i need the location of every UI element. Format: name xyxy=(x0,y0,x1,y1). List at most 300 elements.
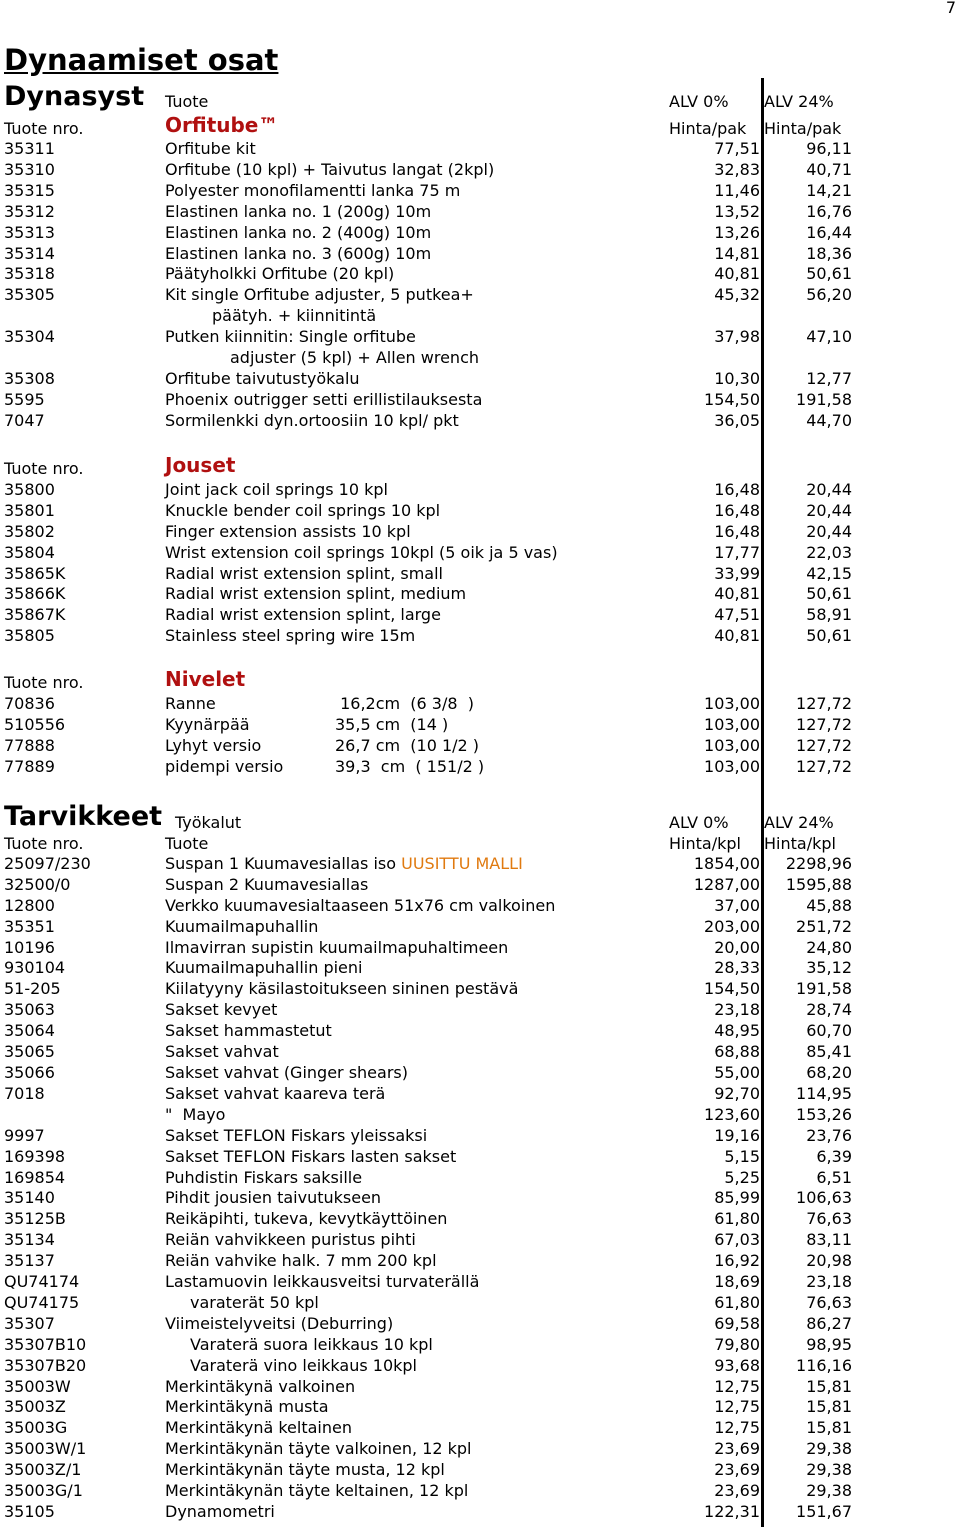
product-size: 26,7 cm (10 1/2 ) xyxy=(335,736,480,755)
product-code: 35304 xyxy=(4,327,55,346)
table-row xyxy=(0,978,960,999)
table-row xyxy=(0,159,960,180)
price-alv0: 36,05 xyxy=(714,411,760,430)
product-description: Polyester monofilamentti lanka 75 m xyxy=(165,181,461,200)
product-code: 35065 xyxy=(4,1042,55,1061)
section-title-dynasyst: Dynasyst xyxy=(4,81,145,112)
product-code: 9997 xyxy=(4,1126,45,1145)
col-alv0-header: ALV 0% xyxy=(669,92,729,111)
product-code: 35003W/1 xyxy=(4,1439,87,1458)
product-code: 35064 xyxy=(4,1021,55,1040)
page-number: 7 xyxy=(945,0,956,17)
group-title-jouset: Jouset xyxy=(165,453,236,477)
table-row xyxy=(0,937,960,958)
price-alv0: 48,95 xyxy=(714,1021,760,1040)
product-code: 169398 xyxy=(4,1147,66,1166)
product-description: Sakset TEFLON Fiskars lasten sakset xyxy=(165,1147,457,1166)
table-row xyxy=(0,1480,960,1501)
product-description: Kuumailmapuhallin pieni xyxy=(165,958,363,977)
price-alv24: 96,11 xyxy=(806,139,852,158)
price-alv24: 47,10 xyxy=(806,327,852,346)
price-alv0: 37,00 xyxy=(714,896,760,915)
price-alv24: 151,67 xyxy=(796,1502,852,1521)
product-code: 35003W xyxy=(4,1377,71,1396)
product-description: Finger extension assists 10 kpl xyxy=(165,522,411,541)
table-row xyxy=(0,263,960,284)
product-description: Radial wrist extension splint, large xyxy=(165,605,441,624)
price-alv0: 12,75 xyxy=(714,1377,760,1396)
product-description: Knuckle bender coil springs 10 kpl xyxy=(165,501,441,520)
product-description: Sakset vahvat (Ginger shears) xyxy=(165,1063,408,1082)
table-row xyxy=(0,138,960,159)
table-row xyxy=(0,410,960,431)
price-alv24: 44,70 xyxy=(806,411,852,430)
table-row xyxy=(0,284,960,305)
product-description: Kyynärpää xyxy=(165,715,250,734)
table-row xyxy=(0,625,960,646)
product-description: " Mayo xyxy=(165,1105,226,1124)
code-header: Tuote nro. xyxy=(4,834,84,853)
subtitle-tyokalut: Työkalut xyxy=(175,813,242,832)
product-description-cont: päätyh. + kiinnitintä xyxy=(212,306,377,325)
price-alv0: 10,30 xyxy=(714,369,760,388)
product-description: Joint jack coil springs 10 kpl xyxy=(165,480,388,499)
price-alv0: 103,00 xyxy=(704,715,760,734)
product-description: Reikäpihti, tukeva, kevytkäyttöinen xyxy=(165,1209,448,1228)
product-description: Elastinen lanka no. 3 (600g) 10m xyxy=(165,244,432,263)
price-alv24: 85,41 xyxy=(806,1042,852,1061)
table-row xyxy=(0,542,960,563)
table-row xyxy=(0,521,960,542)
product-code: 35351 xyxy=(4,917,55,936)
table-row xyxy=(0,1417,960,1438)
col-alv0-header: ALV 0% xyxy=(669,813,729,832)
price-alv0: 14,81 xyxy=(714,244,760,263)
product-code: 35801 xyxy=(4,501,55,520)
price-alv24: 76,63 xyxy=(806,1209,852,1228)
product-description: Sakset TEFLON Fiskars yleissaksi xyxy=(165,1126,428,1145)
price-alv0: 37,98 xyxy=(714,327,760,346)
product-description: Sakset vahvat xyxy=(165,1042,279,1061)
product-code: 35312 xyxy=(4,202,55,221)
product-description: Lyhyt versio xyxy=(165,736,262,755)
price-alv0: 17,77 xyxy=(714,543,760,562)
price-alv24: 6,39 xyxy=(816,1147,852,1166)
table-row xyxy=(0,916,960,937)
price-alv24: 6,51 xyxy=(816,1168,852,1187)
nivelet-header-row xyxy=(0,669,960,693)
product-code: 35063 xyxy=(4,1000,55,1019)
product-code: 35800 xyxy=(4,480,55,499)
price-alv24: 1595,88 xyxy=(785,875,852,894)
table-row xyxy=(0,1125,960,1146)
price-alv24: 23,76 xyxy=(806,1126,852,1145)
table-row xyxy=(0,1208,960,1229)
price-alv0: 12,75 xyxy=(714,1397,760,1416)
price-alv24: 50,61 xyxy=(806,264,852,283)
table-row xyxy=(0,479,960,500)
table-row xyxy=(0,604,960,625)
product-code: 35311 xyxy=(4,139,55,158)
product-code: 35305 xyxy=(4,285,55,304)
price-alv0: 67,03 xyxy=(714,1230,760,1249)
table-row xyxy=(0,222,960,243)
product-description: Kit single Orfitube adjuster, 5 putkea+ xyxy=(165,285,474,304)
product-description xyxy=(165,853,523,874)
product-description: Varaterä suora leikkaus 10 kpl xyxy=(190,1335,433,1354)
table-row xyxy=(0,1334,960,1355)
product-code: 35003Z xyxy=(4,1397,66,1416)
product-size: 39,3 cm ( 151/2 ) xyxy=(335,757,485,776)
price-alv24: 20,44 xyxy=(806,522,852,541)
price-alv24: 35,12 xyxy=(806,958,852,977)
price-alv24: 12,77 xyxy=(806,369,852,388)
price-alv0: 23,69 xyxy=(714,1481,760,1500)
product-code: 35307B20 xyxy=(4,1356,87,1375)
price-alv0: 33,99 xyxy=(714,564,760,583)
price-alv0: 16,48 xyxy=(714,522,760,541)
price-alv0: 23,69 xyxy=(714,1460,760,1479)
product-code: 35865K xyxy=(4,564,66,583)
price-alv24: 116,16 xyxy=(796,1356,852,1375)
table-row xyxy=(0,1250,960,1271)
price-header-alv24: Hinta/kpl xyxy=(764,834,836,853)
price-alv24: 29,38 xyxy=(806,1439,852,1458)
product-description: Orfitube kit xyxy=(165,139,256,158)
product-description: Phoenix outrigger setti erillistilauksesta xyxy=(165,390,483,409)
product-description: Viimeistelyveitsi (Deburring) xyxy=(165,1314,394,1333)
product-description: Ilmavirran supistin kuumailmapuhaltimeen xyxy=(165,938,509,957)
price-alv0: 16,48 xyxy=(714,501,760,520)
price-alv0: 203,00 xyxy=(704,917,760,936)
price-alv0: 20,00 xyxy=(714,938,760,957)
price-alv0: 92,70 xyxy=(714,1084,760,1103)
table-row xyxy=(0,874,960,895)
code-header: Tuote nro. xyxy=(4,119,84,138)
product-code: QU74174 xyxy=(4,1272,80,1291)
product-description: Radial wrist extension splint, small xyxy=(165,564,443,583)
price-alv24: 29,38 xyxy=(806,1460,852,1479)
price-alv0: 93,68 xyxy=(714,1356,760,1375)
price-alv24: 14,21 xyxy=(806,181,852,200)
price-alv0: 55,00 xyxy=(714,1063,760,1082)
product-code: QU74175 xyxy=(4,1293,80,1312)
product-code: 35318 xyxy=(4,264,55,283)
product-code: 7047 xyxy=(4,411,45,430)
price-alv0: 5,15 xyxy=(724,1147,760,1166)
product-description: Kuumailmapuhallin xyxy=(165,917,319,936)
price-alv0: 12,75 xyxy=(714,1418,760,1437)
price-alv24: 24,80 xyxy=(806,938,852,957)
price-alv24: 20,44 xyxy=(806,501,852,520)
price-alv0: 47,51 xyxy=(714,605,760,624)
col-product-header: Tuote xyxy=(165,92,209,111)
product-description: Merkintäkynä keltainen xyxy=(165,1418,352,1437)
price-alv0: 154,50 xyxy=(704,390,760,409)
table-row xyxy=(0,1062,960,1083)
price-alv0: 154,50 xyxy=(704,979,760,998)
tarvikkeet-subheader-row xyxy=(0,833,960,854)
price-alv24: 127,72 xyxy=(796,715,852,734)
table-row xyxy=(0,563,960,584)
price-alv0: 13,26 xyxy=(714,223,760,242)
price-alv24: 22,03 xyxy=(806,543,852,562)
table-row xyxy=(0,735,960,756)
price-alv0: 13,52 xyxy=(714,202,760,221)
dynasyst-header-row xyxy=(0,91,960,112)
product-description: Pihdit jousien taivutukseen xyxy=(165,1188,382,1207)
price-alv24: 83,11 xyxy=(806,1230,852,1249)
table-row xyxy=(0,1041,960,1062)
price-alv24: 50,61 xyxy=(806,626,852,645)
product-code: 5595 xyxy=(4,390,45,409)
product-code: 35308 xyxy=(4,369,55,388)
table-row xyxy=(0,1313,960,1334)
product-description: Puhdistin Fiskars saksille xyxy=(165,1168,363,1187)
price-alv0: 123,60 xyxy=(704,1105,760,1124)
product-code: 35140 xyxy=(4,1188,55,1207)
product-code: 7018 xyxy=(4,1084,45,1103)
price-alv24: 251,72 xyxy=(796,917,852,936)
price-alv24: 98,95 xyxy=(806,1335,852,1354)
price-alv24: 15,81 xyxy=(806,1397,852,1416)
price-alv24: 15,81 xyxy=(806,1418,852,1437)
price-header-alv0: Hinta/pak xyxy=(669,119,747,138)
table-row xyxy=(0,500,960,521)
price-alv0: 11,46 xyxy=(714,181,760,200)
product-description: Merkintäkynä musta xyxy=(165,1397,329,1416)
price-alv24: 23,18 xyxy=(806,1272,852,1291)
product-code: 35134 xyxy=(4,1230,55,1249)
jouset-header-row xyxy=(0,455,960,479)
group-title-orfitube: Orfitube™ xyxy=(165,113,279,137)
table-row xyxy=(0,999,960,1020)
product-description: Merkintäkynä valkoinen xyxy=(165,1377,356,1396)
product-description: Sormilenkki dyn.ortoosiin 10 kpl/ pkt xyxy=(165,411,459,430)
product-description: Merkintäkynän täyte valkoinen, 12 kpl xyxy=(165,1439,472,1458)
product-description: Merkintäkynän täyte musta, 12 kpl xyxy=(165,1460,445,1479)
table-row xyxy=(0,1146,960,1167)
section-title-tarvikkeet: Tarvikkeet xyxy=(4,801,163,832)
price-alv0: 45,32 xyxy=(714,285,760,304)
product-code: 35003G/1 xyxy=(4,1481,83,1500)
product-description: Elastinen lanka no. 1 (200g) 10m xyxy=(165,202,432,221)
price-header-alv24: Hinta/pak xyxy=(764,119,842,138)
table-row xyxy=(0,1459,960,1480)
price-alv24: 2298,96 xyxy=(785,854,852,873)
table-row xyxy=(0,895,960,916)
table-row xyxy=(0,180,960,201)
table-row xyxy=(0,583,960,604)
product-size: 16,2cm (6 3/8 ) xyxy=(335,694,474,713)
product-code: 35867K xyxy=(4,605,66,624)
product-code: 35003G xyxy=(4,1418,68,1437)
table-row xyxy=(0,389,960,410)
table-row xyxy=(0,1438,960,1459)
product-description: Radial wrist extension splint, medium xyxy=(165,584,467,603)
product-code: 169854 xyxy=(4,1168,66,1187)
product-description: Sakset kevyet xyxy=(165,1000,278,1019)
table-row xyxy=(0,201,960,222)
price-alv24: 50,61 xyxy=(806,584,852,603)
page-title: Dynaamiset osat xyxy=(4,43,279,77)
price-alv0: 103,00 xyxy=(704,694,760,713)
product-description: Suspan 2 Kuumavesiallas xyxy=(165,875,369,894)
product-description: Lastamuovin leikkausveitsi turvaterällä xyxy=(165,1272,480,1291)
price-alv0: 69,58 xyxy=(714,1314,760,1333)
table-row xyxy=(0,1020,960,1041)
price-alv24: 76,63 xyxy=(806,1293,852,1312)
price-alv0: 1287,00 xyxy=(693,875,760,894)
product-code: 35125B xyxy=(4,1209,66,1228)
product-description: Orfitube (10 kpl) + Taivutus langat (2kpl) xyxy=(165,160,495,179)
price-alv24: 16,44 xyxy=(806,223,852,242)
product-code: 35802 xyxy=(4,522,55,541)
table-row xyxy=(0,368,960,389)
product-description: Putken kiinnitin: Single orfitube xyxy=(165,327,416,346)
table-row xyxy=(0,1187,960,1208)
price-alv24: 114,95 xyxy=(796,1084,852,1103)
product-description: Orfitube taivutustyökalu xyxy=(165,369,360,388)
price-alv0: 23,18 xyxy=(714,1000,760,1019)
price-alv0: 79,80 xyxy=(714,1335,760,1354)
product-description: Kiilatyyny käsilastoitukseen sininen pestävä xyxy=(165,979,519,998)
product-code: 35137 xyxy=(4,1251,55,1270)
product-description: pidempi versio xyxy=(165,757,284,776)
group-title-nivelet: Nivelet xyxy=(165,667,246,691)
price-alv24: 191,58 xyxy=(796,979,852,998)
table-row xyxy=(0,1376,960,1397)
product-description: Verkko kuumavesialtaaseen 51x76 cm valkoinen xyxy=(165,896,556,915)
price-alv0: 40,81 xyxy=(714,264,760,283)
price-alv0: 77,51 xyxy=(714,139,760,158)
price-alv24: 86,27 xyxy=(806,1314,852,1333)
price-alv0: 18,69 xyxy=(714,1272,760,1291)
product-code: 70836 xyxy=(4,694,55,713)
table-row xyxy=(0,693,960,714)
description-text: Suspan 1 Kuumavesiallas iso xyxy=(165,854,402,873)
price-alv24: 40,71 xyxy=(806,160,852,179)
product-code: 35307B10 xyxy=(4,1335,87,1354)
product-code: 35805 xyxy=(4,626,55,645)
price-alv0: 19,16 xyxy=(714,1126,760,1145)
product-code: 10196 xyxy=(4,938,55,957)
product-description: Varaterä vino leikkaus 10kpl xyxy=(190,1356,417,1375)
table-row xyxy=(0,243,960,264)
price-alv24: 191,58 xyxy=(796,390,852,409)
product-code: 35105 xyxy=(4,1502,55,1521)
table-row xyxy=(0,1167,960,1188)
product-size: 35,5 cm (14 ) xyxy=(335,715,449,734)
price-alv0: 122,31 xyxy=(704,1502,760,1521)
price-alv24: 29,38 xyxy=(806,1481,852,1500)
price-alv0: 103,00 xyxy=(704,757,760,776)
table-row xyxy=(0,1292,960,1313)
price-alv0: 5,25 xyxy=(724,1168,760,1187)
price-alv0: 61,80 xyxy=(714,1293,760,1312)
product-description-cont: adjuster (5 kpl) + Allen wrench xyxy=(230,348,479,367)
product-description: Ranne xyxy=(165,694,216,713)
price-alv0: 85,99 xyxy=(714,1188,760,1207)
price-alv24: 58,91 xyxy=(806,605,852,624)
table-row xyxy=(0,714,960,735)
product-code: 77888 xyxy=(4,736,55,755)
product-code: 35315 xyxy=(4,181,55,200)
product-description: Sakset vahvat kaareva terä xyxy=(165,1084,386,1103)
price-alv0: 68,88 xyxy=(714,1042,760,1061)
product-code: 35804 xyxy=(4,543,55,562)
table-row xyxy=(0,756,960,777)
table-row xyxy=(0,1501,960,1522)
tarvikkeet-header-row xyxy=(0,812,960,833)
price-alv24: 127,72 xyxy=(796,757,852,776)
table-row xyxy=(0,1104,960,1125)
product-code: 77889 xyxy=(4,757,55,776)
product-description: Dynamometri xyxy=(165,1502,275,1521)
new-model-note: UUSITTU MALLI xyxy=(401,854,523,873)
price-alv0: 40,81 xyxy=(714,584,760,603)
product-code: 35866K xyxy=(4,584,66,603)
price-alv24: 42,15 xyxy=(806,564,852,583)
price-alv0: 1854,00 xyxy=(693,854,760,873)
product-code: 12800 xyxy=(4,896,55,915)
price-alv0: 40,81 xyxy=(714,626,760,645)
price-alv24: 127,72 xyxy=(796,694,852,713)
price-alv24: 153,26 xyxy=(796,1105,852,1124)
price-alv24: 28,74 xyxy=(806,1000,852,1019)
product-description: Reiän vahvikkeen puristus pihti xyxy=(165,1230,416,1249)
price-alv24: 45,88 xyxy=(806,896,852,915)
product-code: 35314 xyxy=(4,244,55,263)
price-alv24: 56,20 xyxy=(806,285,852,304)
price-alv24: 15,81 xyxy=(806,1377,852,1396)
product-code: 25097/230 xyxy=(4,854,91,873)
table-row xyxy=(0,853,960,874)
orfitube-header-row xyxy=(0,115,960,139)
price-alv0: 28,33 xyxy=(714,958,760,977)
price-alv24: 20,44 xyxy=(806,480,852,499)
price-alv24: 20,98 xyxy=(806,1251,852,1270)
price-alv0: 16,48 xyxy=(714,480,760,499)
table-row xyxy=(0,1083,960,1104)
product-description: Stainless steel spring wire 15m xyxy=(165,626,416,645)
code-header: Tuote nro. xyxy=(4,459,84,478)
price-alv24: 106,63 xyxy=(796,1188,852,1207)
table-row xyxy=(0,326,960,347)
product-description: varaterät 50 kpl xyxy=(190,1293,319,1312)
price-alv0: 61,80 xyxy=(714,1209,760,1228)
product-code: 51-205 xyxy=(4,979,61,998)
price-header-alv0: Hinta/kpl xyxy=(669,834,741,853)
price-alv0: 16,92 xyxy=(714,1251,760,1270)
product-code: 35307 xyxy=(4,1314,55,1333)
product-description: Merkintäkynän täyte keltainen, 12 kpl xyxy=(165,1481,469,1500)
price-alv24: 68,20 xyxy=(806,1063,852,1082)
product-code: 35313 xyxy=(4,223,55,242)
price-alv24: 60,70 xyxy=(806,1021,852,1040)
product-code: 930104 xyxy=(4,958,66,977)
price-alv0: 32,83 xyxy=(714,160,760,179)
product-description: Elastinen lanka no. 2 (400g) 10m xyxy=(165,223,432,242)
product-description: Reiän vahvike halk. 7 mm 200 kpl xyxy=(165,1251,437,1270)
price-alv0: 103,00 xyxy=(704,736,760,755)
table-row xyxy=(0,957,960,978)
col-alv24-header: ALV 24% xyxy=(764,92,834,111)
product-description: Wrist extension coil springs 10kpl (5 oik ja 5 vas) xyxy=(165,543,558,562)
table-row-continuation xyxy=(0,305,960,326)
table-row xyxy=(0,1355,960,1376)
code-header: Tuote nro. xyxy=(4,673,84,692)
